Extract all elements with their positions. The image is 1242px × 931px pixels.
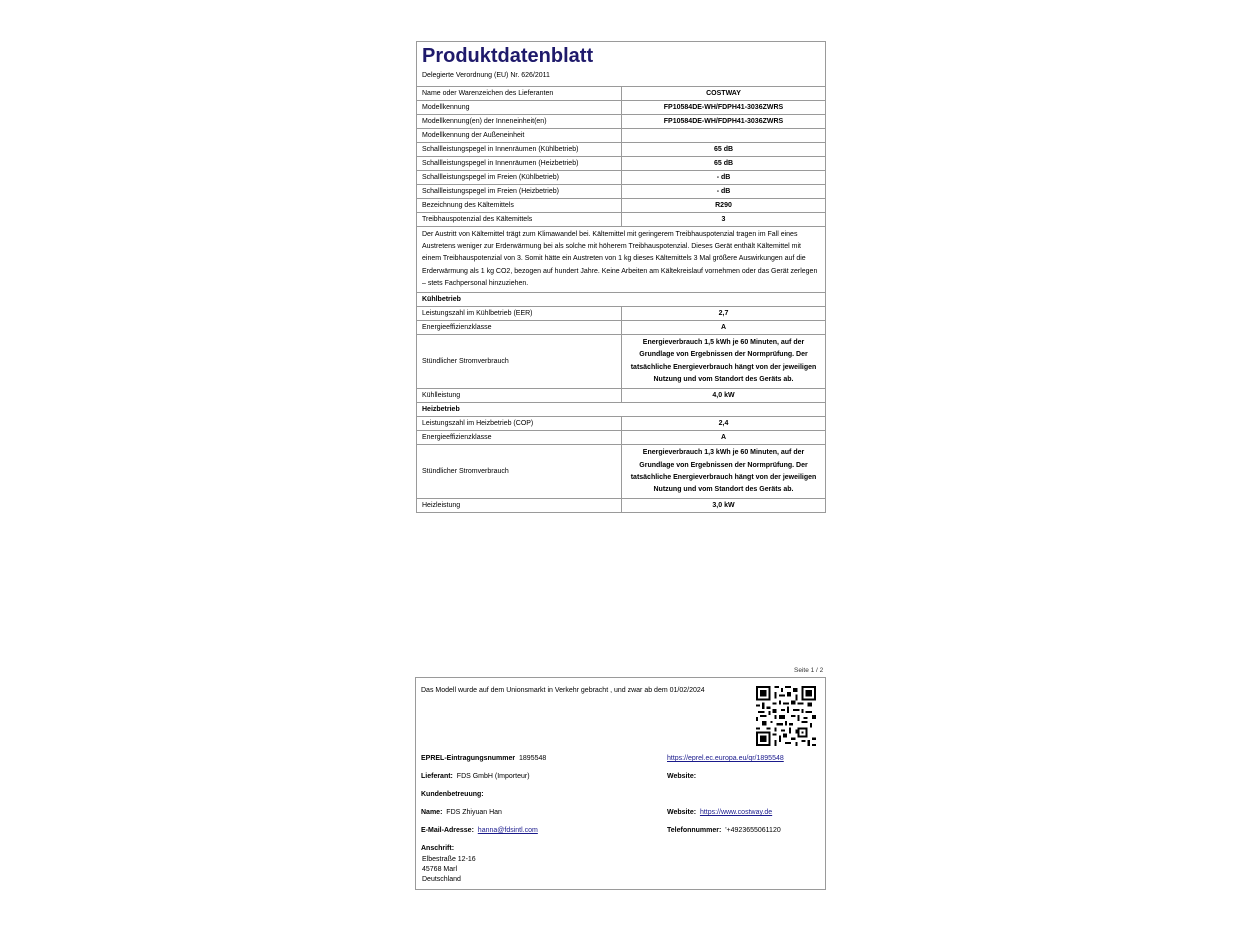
cooling-power-value: 4,0 kW bbox=[622, 389, 826, 403]
phone-value: '+4923655061120 bbox=[725, 827, 781, 834]
cooling-power-label: Kühlleistung bbox=[417, 389, 622, 403]
heating-cop-value: 2,4 bbox=[622, 417, 826, 431]
email-link[interactable]: hanna@fdsintl.com bbox=[477, 827, 538, 834]
product-data-sheet bbox=[416, 41, 826, 513]
sheet-title: Produktdatenblatt bbox=[422, 45, 594, 67]
refrigerant-notice-row bbox=[417, 227, 825, 293]
table-row bbox=[417, 143, 825, 157]
row-value: 65 dB bbox=[622, 143, 826, 157]
customer-service-label: Kundenbetreuung: bbox=[421, 791, 484, 798]
row-value: FP10584DE-WH/FDPH41-3036ZWRS bbox=[622, 101, 826, 115]
cooling-eer-label: Leistungszahl im Kühlbetrieb (EER) bbox=[417, 307, 622, 321]
table-row bbox=[417, 157, 825, 171]
name-row bbox=[421, 809, 502, 816]
table-row bbox=[417, 431, 825, 445]
row-value: 65 dB bbox=[622, 157, 826, 171]
website-label: Website: bbox=[667, 773, 697, 780]
heating-heading: Heizbetrieb bbox=[417, 403, 825, 417]
row-value bbox=[622, 129, 826, 143]
row-label: Treibhauspotenzial des Kältemittels bbox=[417, 213, 622, 227]
data-table bbox=[417, 87, 825, 512]
eprel-value: 1895548 bbox=[519, 755, 547, 762]
row-label: Schallleistungspegel im Freien (Heizbetrieb) bbox=[417, 185, 622, 199]
cooling-eer-value: 2,7 bbox=[622, 307, 826, 321]
info-box bbox=[415, 677, 826, 890]
table-row bbox=[417, 499, 825, 513]
table-row bbox=[417, 445, 825, 499]
table-row bbox=[417, 101, 825, 115]
row-label: Schallleistungspegel in Innenräumen (Heizbetrieb) bbox=[417, 157, 622, 171]
table-row bbox=[417, 389, 825, 403]
row-label: Bezeichnung des Kältemittels bbox=[417, 199, 622, 213]
name-value: FDS Zhiyuan Han bbox=[446, 809, 502, 816]
heating-consumption-label: Stündlicher Stromverbrauch bbox=[417, 445, 622, 499]
address-line: 45768 Marl bbox=[422, 866, 458, 873]
row-value: - dB bbox=[622, 171, 826, 185]
table-row bbox=[417, 307, 825, 321]
qr-code-icon[interactable] bbox=[756, 686, 816, 746]
table-row bbox=[417, 115, 825, 129]
name-label: Name: bbox=[421, 809, 443, 816]
phone-row bbox=[667, 827, 781, 834]
page-number: Seite 1 / 2 bbox=[794, 667, 824, 674]
row-label: Schallleistungspegel im Freien (Kühlbetrieb) bbox=[417, 171, 622, 185]
eprel-link[interactable]: https://eprel.ec.europa.eu/qr/1895548 bbox=[667, 755, 784, 762]
cooling-consumption-label: Stündlicher Stromverbrauch bbox=[417, 335, 622, 389]
heating-class-value: A bbox=[622, 431, 826, 445]
cooling-class-label: Energieeffizienzklasse bbox=[417, 321, 622, 335]
email-row bbox=[421, 827, 538, 834]
cooling-consumption-value: Energieverbrauch 1,5 kWh je 60 Minuten, auf der Grundlage von Ergebnissen der Normprüfung. Der tatsächliche Energieverbrauch hängt von der jeweiligen Nutzung und vom Standort des Geräts ab. bbox=[622, 335, 826, 389]
supplier-row bbox=[421, 773, 530, 780]
supplier-value: FDS GmbH (Importeur) bbox=[456, 773, 530, 780]
phone-label: Telefonnummer: bbox=[667, 827, 722, 834]
address-label: Anschrift: bbox=[421, 845, 455, 852]
address-line: Deutschland bbox=[422, 876, 461, 883]
heating-cop-label: Leistungszahl im Heizbetrieb (COP) bbox=[417, 417, 622, 431]
table-row bbox=[417, 171, 825, 185]
row-label: Name oder Warenzeichen des Lieferanten bbox=[417, 87, 622, 101]
website2-label: Website: bbox=[667, 809, 697, 816]
sheet-subtitle: Delegierte Verordnung (EU) Nr. 626/2011 bbox=[417, 69, 825, 87]
refrigerant-notice: Der Austritt von Kältemittel trägt zum Klimawandel bei. Kältemittel mit geringerem Treibhauspotenzial tragen im Fall eines Austretens weniger zur Erderwärmung bei als solche mit höherem Treibhauspotenzial. Dieses Gerät enthält Kältemittel mit einem Treibhauspotenzial von 3. Somit hätte ein Austreten von 1 kg dieses Kältemittels 3 Mal größere Auswirkungen auf die Erderwärmung als 1 kg CO2, bezogen auf hundert Jahre. Keine Arbeiten am Kältekreislauf vornehmen oder das Gerät zerlegen – stets Fachpersonal hinzuziehen. bbox=[417, 227, 825, 293]
heating-consumption-value: Energieverbrauch 1,3 kWh je 60 Minuten, auf der Grundlage von Ergebnissen der Normprüfung. Der tatsächliche Energieverbrauch hängt von der jeweiligen Nutzung und vom Standort des Geräts ab. bbox=[622, 445, 826, 499]
row-value: 3 bbox=[622, 213, 826, 227]
row-label: Modellkennung der Außeneinheit bbox=[417, 129, 622, 143]
row-value: - dB bbox=[622, 185, 826, 199]
cooling-heading-row bbox=[417, 293, 825, 307]
heating-power-value: 3,0 kW bbox=[622, 499, 826, 513]
heating-power-label: Heizleistung bbox=[417, 499, 622, 513]
table-row bbox=[417, 417, 825, 431]
supplier-label: Lieferant: bbox=[421, 773, 453, 780]
heating-class-label: Energieeffizienzklasse bbox=[417, 431, 622, 445]
row-label: Modellkennung(en) der Inneneinheit(en) bbox=[417, 115, 622, 129]
table-row bbox=[417, 321, 825, 335]
table-row bbox=[417, 87, 825, 101]
row-label: Modellkennung bbox=[417, 101, 622, 115]
table-row bbox=[417, 213, 825, 227]
website2-row bbox=[667, 809, 772, 816]
row-value: COSTWAY bbox=[706, 90, 741, 97]
eprel-row bbox=[421, 755, 546, 762]
cooling-class-value: A bbox=[622, 321, 826, 335]
table-row bbox=[417, 185, 825, 199]
address-line: Elbestraße 12-16 bbox=[422, 856, 476, 863]
row-label: Schallleistungspegel in Innenräumen (Kühlbetrieb) bbox=[417, 143, 622, 157]
row-value: R290 bbox=[622, 199, 826, 213]
cooling-heading: Kühlbetrieb bbox=[417, 293, 825, 307]
eprel-label: EPREL-Eintragungsnummer bbox=[421, 755, 516, 762]
table-row bbox=[417, 199, 825, 213]
heating-heading-row bbox=[417, 403, 825, 417]
website2-link[interactable]: https://www.costway.de bbox=[699, 809, 773, 816]
email-label: E-Mail-Adresse: bbox=[421, 827, 474, 834]
table-row bbox=[417, 129, 825, 143]
market-text: Das Modell wurde auf dem Unionsmarkt in Verkehr gebracht , und zwar ab dem 01/02/2024 bbox=[421, 687, 705, 694]
row-value: FP10584DE-WH/FDPH41-3036ZWRS bbox=[622, 115, 826, 129]
table-row bbox=[417, 335, 825, 389]
